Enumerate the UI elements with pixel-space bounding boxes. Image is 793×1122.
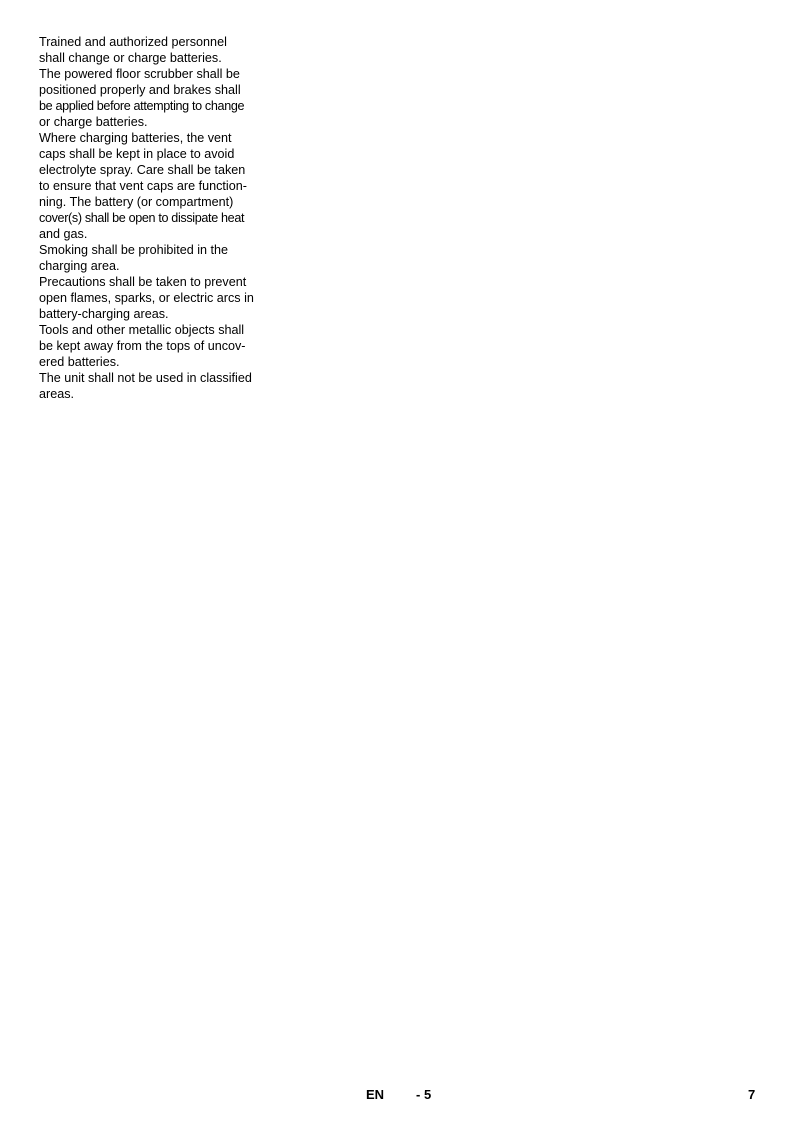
footer-page-number: 7 — [748, 1087, 756, 1102]
text-line: charging area. — [39, 259, 120, 273]
text-line: be applied before attempting to change — [39, 99, 245, 113]
text-line: and gas. — [39, 227, 88, 241]
footer-language-code: EN — [366, 1087, 385, 1102]
text-line: to ensure that vent caps are function- — [39, 179, 247, 193]
text-line: The powered floor scrubber shall be — [39, 67, 240, 81]
text-line: positioned properly and brakes shall — [39, 83, 241, 97]
text-line: cover(s) shall be open to dissipate heat — [39, 211, 245, 225]
text-line: electrolyte spray. Care shall be taken — [39, 163, 246, 177]
text-line: Precautions shall be taken to prevent — [39, 275, 247, 289]
text-line: or charge batteries. — [39, 115, 148, 129]
text-line: areas. — [39, 387, 75, 401]
footer-section-page: - 5 — [416, 1087, 432, 1102]
text-line: caps shall be kept in place to avoid — [39, 147, 235, 161]
text-line: Smoking shall be prohibited in the — [39, 243, 229, 257]
text-line: ered batteries. — [39, 355, 120, 369]
text-line: be kept away from the tops of uncov- — [39, 339, 246, 353]
text-line: open flames, sparks, or electric arcs in — [39, 291, 254, 305]
text-line: ning. The battery (or compartment) — [39, 195, 234, 209]
body-text-column — [39, 34, 271, 402]
text-line: battery-charging areas. — [39, 307, 169, 321]
text-line: shall change or charge batteries. — [39, 51, 222, 65]
text-line: Where charging batteries, the vent — [39, 131, 232, 145]
text-line: The unit shall not be used in classified — [39, 371, 252, 385]
text-line: Tools and other metallic objects shall — [39, 323, 245, 337]
text-line: Trained and authorized personnel — [39, 35, 227, 49]
